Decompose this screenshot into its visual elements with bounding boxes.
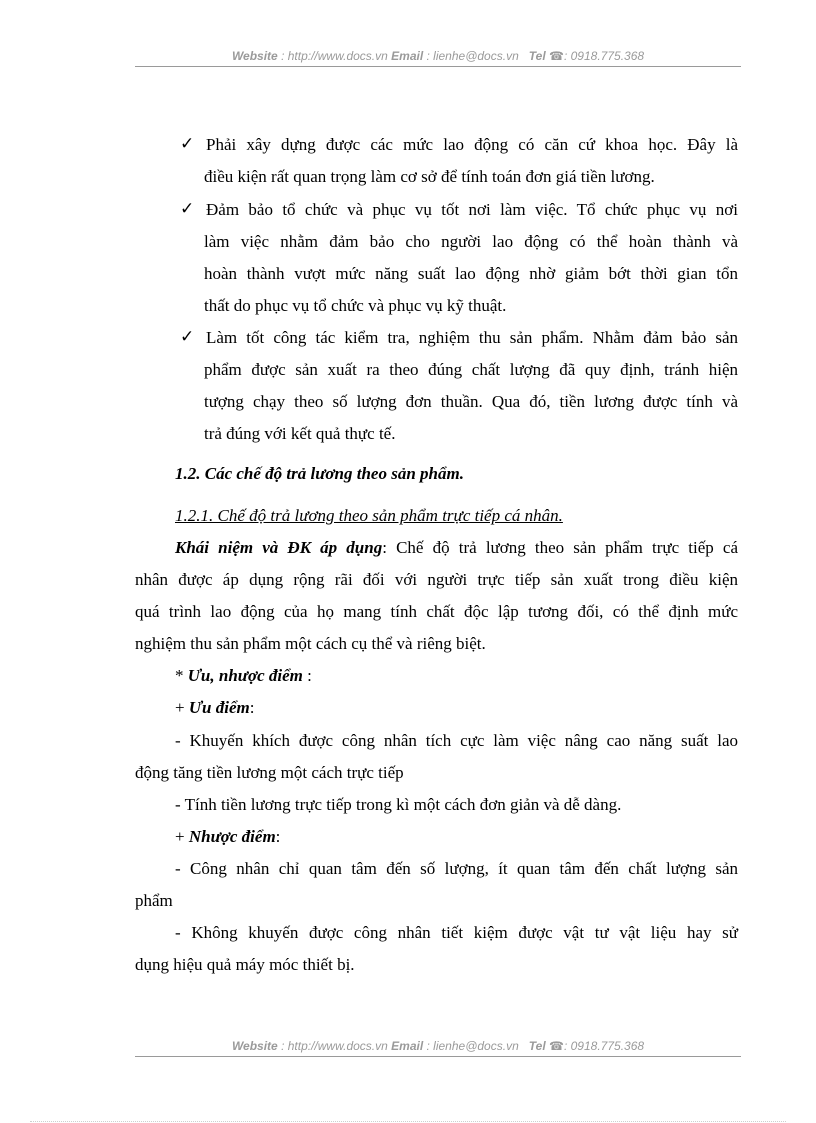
header-website-label: Website bbox=[231, 49, 278, 63]
checkmark-icon: ✓ bbox=[180, 327, 195, 347]
bullet-3-line-2: phẩm được sản xuất ra theo đúng chất lượng đã quy định, tránh hiện bbox=[204, 360, 738, 379]
phone-icon: ☎ bbox=[549, 49, 564, 63]
concept-line-2: nhân được áp dụng rộng rãi đối với người trực tiếp sản xuất trong điều kiện bbox=[135, 570, 738, 589]
page-footer: Website : http://www.docs.vn Email : lienhe@docs.vn Tel ☎: 0918.775.368 bbox=[231, 1039, 645, 1053]
cons-item-1-line-2: phẩm bbox=[135, 891, 173, 910]
header-tel-value: : 0918.775.368 bbox=[563, 49, 645, 63]
pros-item-1-line-2: động tăng tiền lương một cách trực tiếp bbox=[135, 763, 404, 782]
footer-email-value[interactable]: lienhe@docs.vn bbox=[433, 1039, 519, 1053]
bullet-1-line-1: Phải xây dựng được các mức lao động có căn cứ khoa học. Đây là bbox=[206, 135, 738, 154]
pros-item-2: - Tính tiền lương trực tiếp trong kì một cách đơn giản và dễ dàng. bbox=[175, 795, 622, 814]
header-tel-label: Tel bbox=[528, 49, 546, 63]
header-rule bbox=[135, 66, 741, 67]
concept-line-4: nghiệm thu sản phẩm một cách cụ thể và riêng biệt. bbox=[135, 634, 486, 653]
cons-item-2-line-1: - Không khuyến được công nhân tiết kiệm được vật tư vật liệu hay sử bbox=[175, 923, 738, 942]
bullet-2-line-2: làm việc nhằm đảm bảo cho người lao động có thể hoàn thành và bbox=[204, 232, 738, 251]
bullet-1-line-2: điều kiện rất quan trọng làm cơ sở để tính toán đơn giá tiền lương. bbox=[204, 167, 655, 186]
header-email-value[interactable]: lienhe@docs.vn bbox=[433, 49, 519, 63]
cons-item-2-line-2: dụng hiệu quả máy móc thiết bị. bbox=[135, 955, 355, 974]
footer-tel-value: : 0918.775.368 bbox=[563, 1039, 645, 1053]
footer-website-url[interactable]: http://www.docs.vn bbox=[287, 1039, 388, 1053]
cons-heading: + Nhược điểm: bbox=[175, 827, 281, 846]
checkmark-icon: ✓ bbox=[180, 134, 195, 154]
bullet-2-line-4: thất do phục vụ tổ chức và phục vụ kỹ thuật. bbox=[204, 296, 507, 315]
pros-item-1-line-1: - Khuyến khích được công nhân tích cực làm việc nâng cao năng suất lao bbox=[175, 731, 738, 750]
bullet-3-line-4: trả đúng với kết quả thực tế. bbox=[204, 424, 396, 443]
header-website-url[interactable]: http://www.docs.vn bbox=[287, 49, 388, 63]
pros-cons-heading: * Ưu, nhược điểm : bbox=[175, 666, 312, 685]
footer-email-label: Email bbox=[391, 1039, 424, 1053]
bullet-3-line-3: tượng chạy theo số lượng đơn thuần. Qua đó, tiền lương được tính và bbox=[204, 392, 738, 411]
checkmark-icon: ✓ bbox=[180, 199, 195, 219]
footer-rule bbox=[135, 1056, 741, 1057]
footer-website-label: Website bbox=[231, 1039, 278, 1053]
section-heading: 1.2. Các chế độ trả lương theo sản phẩm. bbox=[175, 464, 464, 483]
pros-heading: + Ưu điểm: bbox=[175, 698, 255, 717]
page-edge-divider bbox=[30, 1121, 786, 1122]
phone-icon: ☎ bbox=[549, 1039, 564, 1053]
page-header: Website : http://www.docs.vn Email : lienhe@docs.vn Tel ☎: 0918.775.368 bbox=[231, 49, 645, 63]
concept-line-3: quá trình lao động của họ mang tính chất độc lập tương đối, có thể định mức bbox=[135, 602, 738, 621]
cons-item-1-line-1: - Công nhân chỉ quan tâm đến số lượng, ít quan tâm đến chất lượng sản bbox=[175, 859, 738, 878]
bullet-2-line-1: Đảm bảo tổ chức và phục vụ tốt nơi làm việc. Tổ chức phục vụ nơi bbox=[206, 200, 738, 219]
bullet-3-line-1: Làm tốt công tác kiểm tra, nghiệm thu sản phẩm. Nhằm đảm bảo sản bbox=[206, 328, 738, 347]
footer-tel-label: Tel bbox=[528, 1039, 546, 1053]
concept-label: Khái niệm và ĐK áp dụng bbox=[175, 538, 383, 557]
concept-line-1: Khái niệm và ĐK áp dụng: Chế độ trả lương theo sản phẩm trực tiếp cá bbox=[175, 538, 738, 557]
bullet-2-line-3: hoàn thành vượt mức năng suất lao động nhờ giảm bớt thời gian tổn bbox=[204, 264, 738, 283]
subsection-heading: 1.2.1. Chế độ trả lương theo sản phẩm trực tiếp cá nhân. bbox=[175, 506, 563, 525]
header-email-label: Email bbox=[391, 49, 424, 63]
